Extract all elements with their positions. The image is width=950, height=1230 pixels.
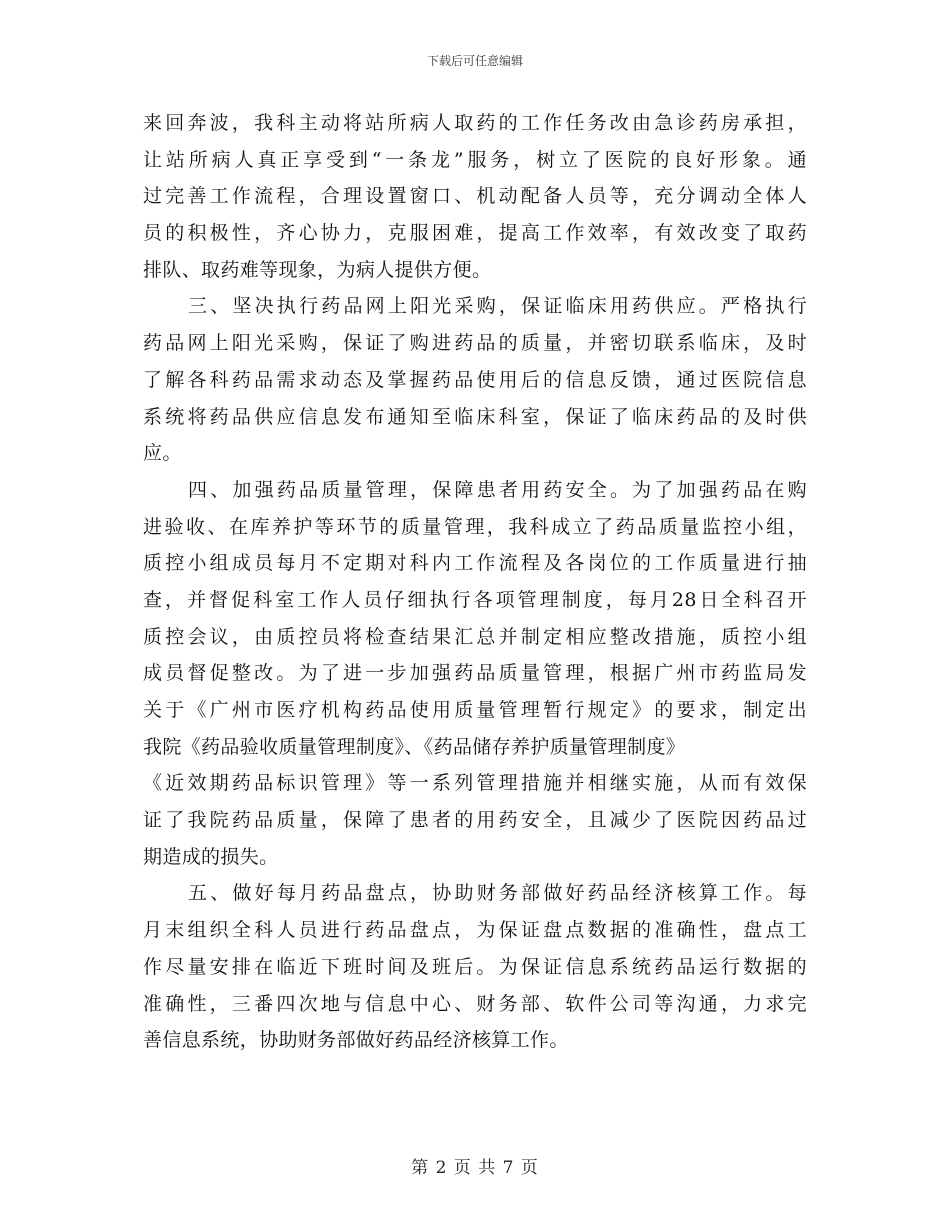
text-line: 准确性，三番四次地与信息中心、财务部、软件公司等沟通，力求完 [143,992,807,1015]
text-line: 成员督促整改。为了进一步加强药品质量管理，根据广州市药监局发 [143,662,807,685]
text-line: 查，并督促科室工作人员仔细执行各项管理制度，每月28日全科召开 [143,588,807,611]
text-line: 系统将药品供应信息发布通知至临床科室，保证了临床药品的及时供 [143,405,807,428]
text-line: 《近效期药品标识管理》等一系列管理措施并相继实施，从而有效保 [143,772,807,795]
text-line: 善信息系统，协助财务部做好药品经济核算工作。 [143,1029,569,1052]
section-heading-line: 三、坚决执行药品网上阳光采购，保证临床用药供应。严格执行 [188,295,807,318]
text-line: 员的积极性，齐心协力，克服困难，提高工作效率，有效改变了取药 [143,222,807,245]
text-line: 质控小组成员每月不定期对科内工作流程及各岗位的工作质量进行抽 [143,552,807,575]
text-line: 来回奔波，我科主动将站所病人取药的工作任务改由急诊药房承担， [143,112,807,134]
text-line: 了解各科药品需求动态及掌握药品使用后的信息反馈，通过医院信息 [143,368,807,391]
text-line: 应。 [143,442,182,465]
text-line: 让站所病人真正享受到“一条龙”服务，树立了医院的良好形象。通 [143,148,807,171]
page-header: 下载后可任意编辑 [426,54,523,68]
text-line: 排队、取药难等现象，为病人提供方便。 [143,258,492,281]
text-line: 过完善工作流程，合理设置窗口、机动配备人员等，充分调动全体人 [143,185,807,208]
text-line: 进验收、在库养护等环节的质量管理，我科成立了药品质量监控小组， [143,515,807,538]
text-line: 证了我院药品质量，保障了患者的用药安全，且减少了医院因药品过 [143,809,807,832]
text-line: 月末组织全科人员进行药品盘点，为保证盘点数据的准确性，盘点工 [143,919,807,942]
text-line: 我院《药品验收质量管理制度》、《药品储存养护质量管理制度》 [143,735,686,758]
page-number-footer: 第 2 页 共 7 页 [411,1158,539,1178]
text-line: 关于《广州市医疗机构药品使用质量管理暂行规定》的要求，制定出 [143,699,807,721]
text-line: 作尽量安排在临近下班时间及班后。为保证信息系统药品运行数据的 [143,955,807,978]
text-line: 期造成的损失。 [143,845,279,868]
section-heading-line: 五、做好每月药品盘点，协助财务部做好药品经济核算工作。每 [188,882,807,905]
text-line: 质控会议，由质控员将检查结果汇总并制定相应整改措施，质控小组 [143,625,807,648]
text-line: 药品网上阳光采购，保证了购进药品的质量，并密切联系临床，及时 [143,332,807,355]
section-heading-line: 四、加强药品质量管理，保障患者用药安全。为了加强药品在购 [188,478,807,501]
document-body [143,105,807,1059]
